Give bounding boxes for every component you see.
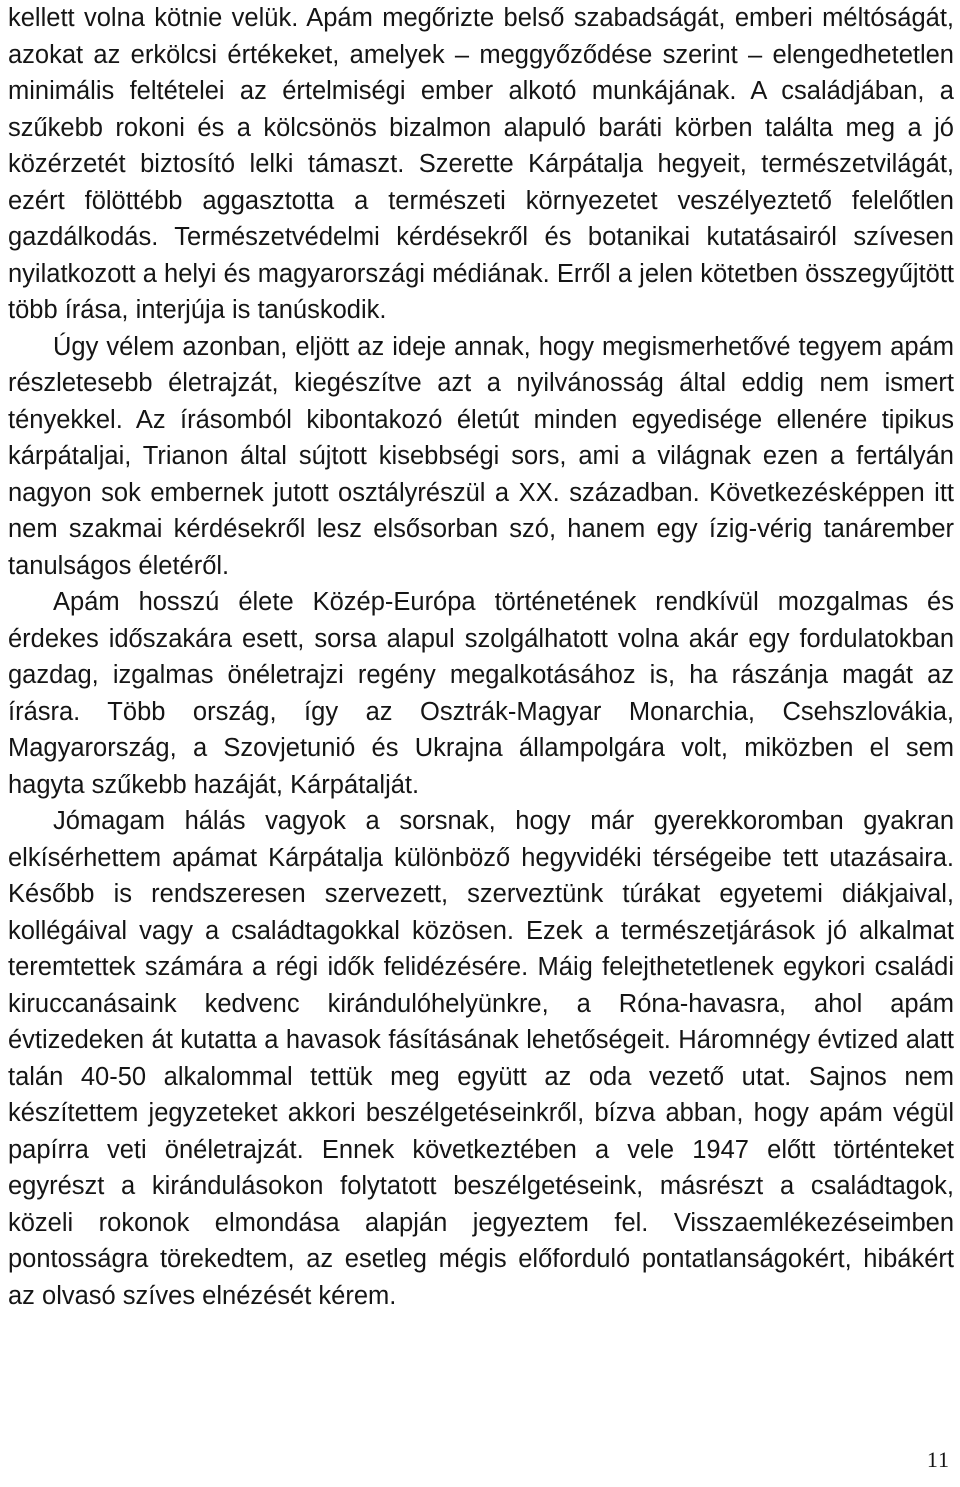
paragraph-1: kellett volna kötnie velük. Apám megőrizte belső szabadságát, emberi méltóságát, azokat az erkölcsi értékeket, amelyek – meggyőződése szerint – elengedhetetlen minimális feltételei az értelmiségi ember alkotó munkájának. A családjában, a szűkebb rokoni és a kölcsönös bizalmon alapuló baráti körben találta meg a jó közérzetét biztosító lelki támaszt. Szerette Kárpátalja hegyeit, természetvilágát, ezért fölöttébb aggasztotta a természeti környezetet veszélyeztető felelőtlen gazdálkodás. Természetvédelmi kérdésekről és botanikai kutatásairól szívesen nyilatkozott a helyi és magyarországi médiának. Erről a jelen kötetben összegyűjtött több írása, interjúja is tanúskodik.: [8, 4, 954, 324]
paragraph-3: Apám hosszú élete Közép-Európa történetének rendkívül mozgalmas és érdekes időszakára esett, sorsa alapul szolgálhatott volna akár egy fordulatokban gazdag, izgalmas önéletrajzi regény megalkotásához is, ha rászánja magát az írásra. Több ország, így az Osztrák-Magyar Monarchia, Csehszlovákia, Magyarország, a Szovjetunió és Ukrajna állampolgára volt, miközben el sem hagyta szűkebb hazáját, Kárpátalját.: [8, 588, 954, 799]
document-body: [8, 0, 954, 1314]
paragraph-2: Úgy vélem azonban, eljött az ideje annak, hogy megismerhetővé tegyem apám részletesebb életrajzát, kiegészítve azt a nyilvánosság által eddig nem ismert tényekkel. Az írásomból kibontakozó életút minden egyedisége ellenére tipikus kárpátaljai, Trianon által sújtott kisebbségi sors, ami a világnak ezen a fertályán nagyon sok embernek jutott osztályrészül a XX. században. Következésképpen itt nem szakmai kérdésekről lesz elsősorban szó, hanem egy ízig-vérig tanárember tanulságos életéről.: [8, 332, 954, 580]
paragraph-4: Jómagam hálás vagyok a sorsnak, hogy már gyerekkoromban gyakran elkísérhettem apámat Kárpátalja különböző hegyvidéki térségeibe tett utazásaira. Később is rendszeresen szervezett, szerveztünk túrákat egyetemi diákjaival, kollégáival vagy a családtagokkal közösen. Ezek a természetjárások jó alkalmat teremtettek számára a régi idők felidézésére. Máig felejthetetlenek egykori családi kiruccanásaink kedvenc kirándulóhelyünkre, a Róna-havasra, ahol apám évtizedeken át kutatta a havasok fásításának lehetőségeit. Háromnégy évtized alatt talán 40-50 alkalommal tettük meg együtt az oda vezető utat. Sajnos nem készítettem jegyzeteket akkori beszélgetéseinkről, bízva abban, hogy apám végül papírra veti önéletrajzát. Ennek következtében a vele 1947 előtt történteket egyrészt a kirándulásokon folytatott beszélgetéseink, másrészt a családtagok, közeli rokonok elmondása alapján jegyeztem fel. Visszaemlékezéseimben pontosságra törekedtem, az esetleg mégis előforduló pontatlanságokért, hibákért az olvasó szíves elnézését kérem.: [8, 807, 954, 1310]
page-number: 11: [926, 1447, 950, 1472]
